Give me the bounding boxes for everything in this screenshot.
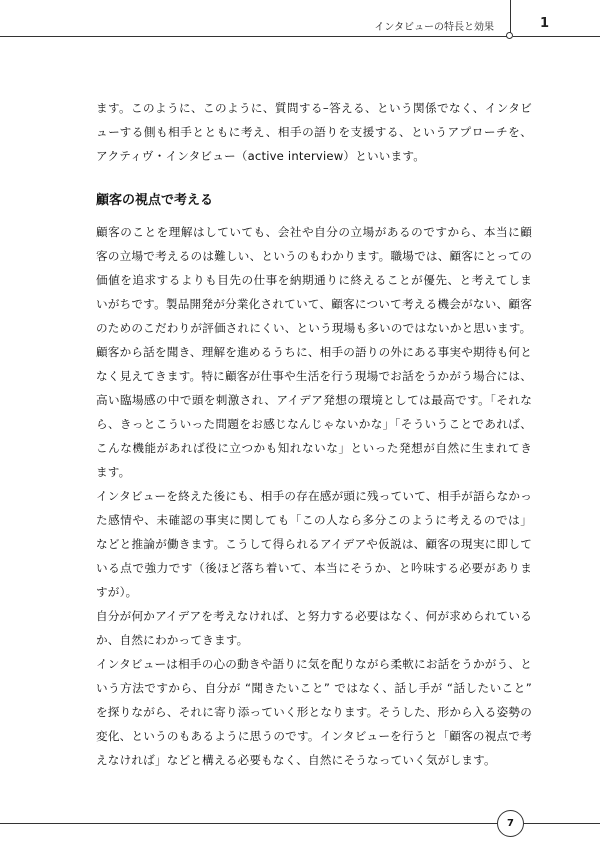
- body-paragraph: インタビューを終えた後にも、相手の存在感が頭に残っていて、相手が語らなかった感情や、未確認の事実に関しても「この人なら多分このように考えるのでは」などと推論が働きます。こうして得られるアイデアや仮説は、顧客の現実に即している点で強力です（後ほど落ち着いて、本当にそうか、と吟味する必要がありますが）。: [96, 489, 532, 599]
- header-divider: [510, 0, 511, 33]
- body-paragraph: 自分が何かアイデアを考えなければ、と努力する必要はなく、何が求められているか、自然にわかってきます。: [96, 609, 532, 647]
- body-paragraph: 顧客から話を聞き、理解を進めるうちに、相手の語りの外にある事実や期待も何となく見えてきます。特に顧客が仕事や生活を行う現場でお話をうかがう場合には、高い臨場感の中で頭を刺激され、アイデア発想の環境としては最高です。「それなら、きっとこういった問題をお感じなんじゃないかな」「そういうことであれば、こんな機能があれば役に立つかも知れないな」といった発想が自然に生まれてきます。: [96, 345, 532, 479]
- page-header: [0, 0, 600, 46]
- header-rule: [0, 36, 509, 37]
- chapter-number: 1: [540, 16, 550, 31]
- running-title: インタビューの特長と効果: [374, 22, 494, 33]
- intro-text: [96, 96, 532, 168]
- header-rule-right: [513, 36, 600, 37]
- section-body: [96, 220, 532, 772]
- footer-rule: [0, 823, 497, 824]
- section-heading: 顧客の視点で考える: [96, 193, 214, 208]
- intro-paragraph: ます。このように、このように、質問する–答える、という関係でなく、インタビューする側も相手とともに考え、相手の語りを支援する、というアプローチを、アクティヴ・インタビュー（active interview）といいます。: [96, 101, 532, 163]
- footer-rule-right: [524, 823, 600, 824]
- page-number: 7: [497, 810, 524, 837]
- body-paragraph: 顧客のことを理解はしていても、会社や自分の立場があるのですから、本当に顧客の立場で考えるのは難しい、というのもわかります。職場では、顧客にとっての価値を追求するよりも目先の仕事を納期通りに終えることが優先、と考えてしまいがちです。製品開発が分業化されていて、顧客について考える機会がない、顧客のためのこだわりが評価されにくい、という現場も多いのではないかと思います。: [96, 225, 532, 335]
- header-ornament-circle: [506, 32, 513, 39]
- body-paragraph: インタビューは相手の心の動きや語りに気を配りながら柔軟にお話をうかがう、という方法ですから、自分が “聞きたいこと” ではなく、話し手が “話したいこと” を探りながら、それに寄り添っていく形となります。そうした、形から入る姿勢の変化、というのもあるように思うのです。インタビューを行うと「顧客の視点で考えなければ」などと構える必要もなく、自然にそうなっていく気がします。: [96, 657, 532, 767]
